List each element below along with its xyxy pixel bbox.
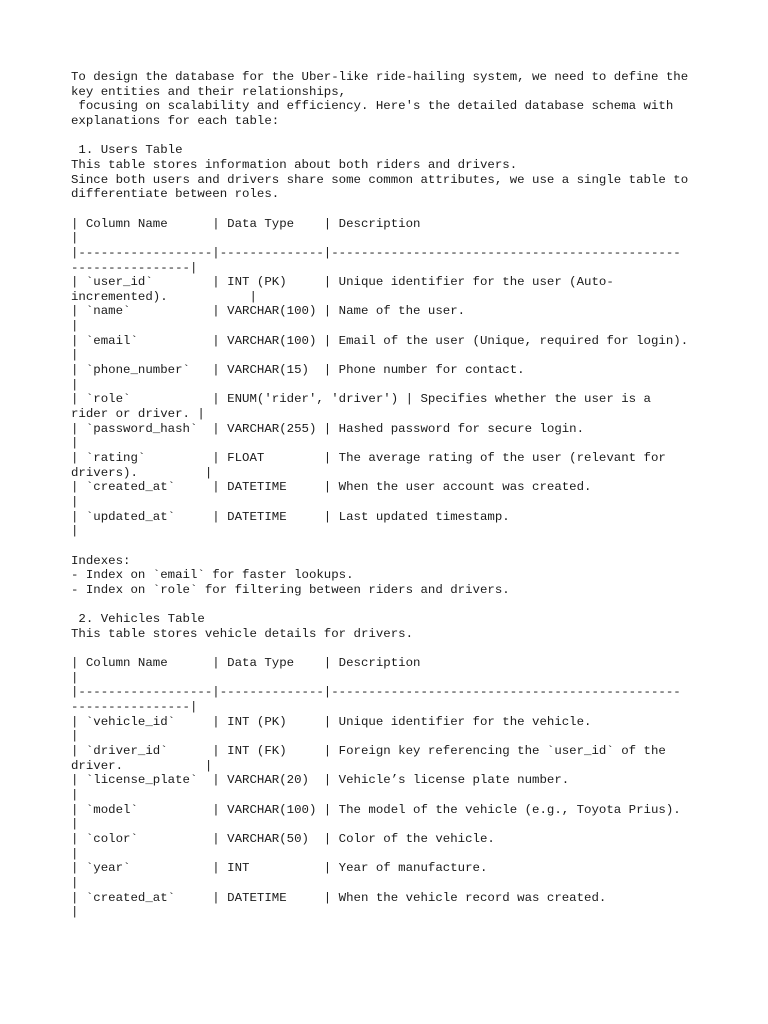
blank-line bbox=[71, 539, 761, 554]
text-line: | `updated_at` | DATETIME | Last updated timestamp. bbox=[71, 509, 510, 524]
text-line: ----------------| bbox=[71, 700, 198, 715]
text-line: | bbox=[71, 319, 79, 334]
text-line: | bbox=[71, 670, 79, 685]
text-line: 1. Users Table bbox=[71, 143, 183, 158]
text-line: drivers). | bbox=[71, 465, 213, 480]
document-body bbox=[71, 70, 761, 920]
text-line: explanations for each table: bbox=[71, 113, 280, 128]
text-line: incremented). | bbox=[71, 289, 257, 304]
text-line: | `driver_id` | INT (FK) | Foreign key referencing the `user_id` of the bbox=[71, 744, 666, 759]
text-line: Since both users and drivers share some common attributes, we use a single table to bbox=[71, 172, 689, 187]
text-line: | `name` | VARCHAR(100) | Name of the user. bbox=[71, 304, 466, 319]
text-line: | Column Name | Data Type | Description bbox=[71, 656, 421, 671]
text-line: |------------------|--------------|----------------------------------------------- bbox=[71, 685, 681, 700]
text-line: | bbox=[71, 788, 79, 803]
text-line: differentiate between roles. bbox=[71, 187, 280, 202]
text-line: | `vehicle_id` | INT (PK) | Unique identifier for the vehicle. bbox=[71, 714, 592, 729]
text-line: | Column Name | Data Type | Description bbox=[71, 216, 421, 231]
text-line: - Index on `role` for filtering between riders and drivers. bbox=[71, 582, 510, 597]
blank-line bbox=[71, 642, 761, 657]
text-line: | `phone_number` | VARCHAR(15) | Phone number for contact. bbox=[71, 363, 525, 378]
text-line: Indexes: bbox=[71, 553, 131, 568]
text-line: To design the database for the Uber-like ride-hailing system, we need to define the bbox=[71, 70, 689, 84]
text-line: rider or driver. | bbox=[71, 407, 205, 422]
text-line: | bbox=[71, 846, 79, 861]
text-line: | `created_at` | DATETIME | When the user account was created. bbox=[71, 480, 592, 495]
text-line: | bbox=[71, 729, 79, 744]
text-line: |------------------|--------------|----------------------------------------------- bbox=[71, 245, 681, 260]
text-line: focusing on scalability and efficiency. Here's the detailed database schema with bbox=[71, 99, 674, 114]
blank-line bbox=[71, 202, 761, 217]
text-line: | bbox=[71, 231, 79, 246]
blank-line bbox=[71, 598, 761, 613]
text-line: ----------------| bbox=[71, 260, 198, 275]
text-line: | `rating` | FLOAT | The average rating of the user (relevant for bbox=[71, 451, 666, 466]
text-line: key entities and their relationships, bbox=[71, 84, 347, 99]
text-line: This table stores information about both riders and drivers. bbox=[71, 157, 518, 172]
text-line: | `year` | INT | Year of manufacture. bbox=[71, 861, 488, 876]
text-line: - Index on `email` for faster lookups. bbox=[71, 568, 354, 583]
text-line: | bbox=[71, 436, 79, 451]
blank-line bbox=[71, 129, 761, 144]
text-line: | `color` | VARCHAR(50) | Color of the vehicle. bbox=[71, 832, 495, 847]
text-line: 2. Vehicles Table bbox=[71, 612, 205, 627]
text-line: | `model` | VARCHAR(100) | The model of the vehicle (e.g., Toyota Prius). bbox=[71, 802, 681, 817]
text-line: | bbox=[71, 377, 79, 392]
text-line: | `email` | VARCHAR(100) | Email of the user (Unique, required for login). bbox=[71, 333, 689, 348]
text-line: | bbox=[71, 876, 79, 891]
text-line: | bbox=[71, 495, 79, 509]
text-line: | `user_id` | INT (PK) | Unique identifier for the user (Auto- bbox=[71, 275, 614, 290]
text-line: This table stores vehicle details for drivers. bbox=[71, 626, 414, 641]
text-line: driver. | bbox=[71, 758, 213, 773]
text-line: | bbox=[71, 905, 79, 920]
text-line: | bbox=[71, 817, 79, 832]
text-line: | `license_plate` | VARCHAR(20) | Vehicle’s license plate number. bbox=[71, 773, 570, 788]
text-line: | bbox=[71, 524, 79, 539]
text-line: | `password_hash` | VARCHAR(255) | Hashed password for secure login. bbox=[71, 421, 585, 436]
text-line: | bbox=[71, 348, 79, 363]
text-line: | `role` | ENUM('rider', 'driver') | Specifies whether the user is a bbox=[71, 392, 651, 407]
text-line: | `created_at` | DATETIME | When the vehicle record was created. bbox=[71, 890, 607, 905]
